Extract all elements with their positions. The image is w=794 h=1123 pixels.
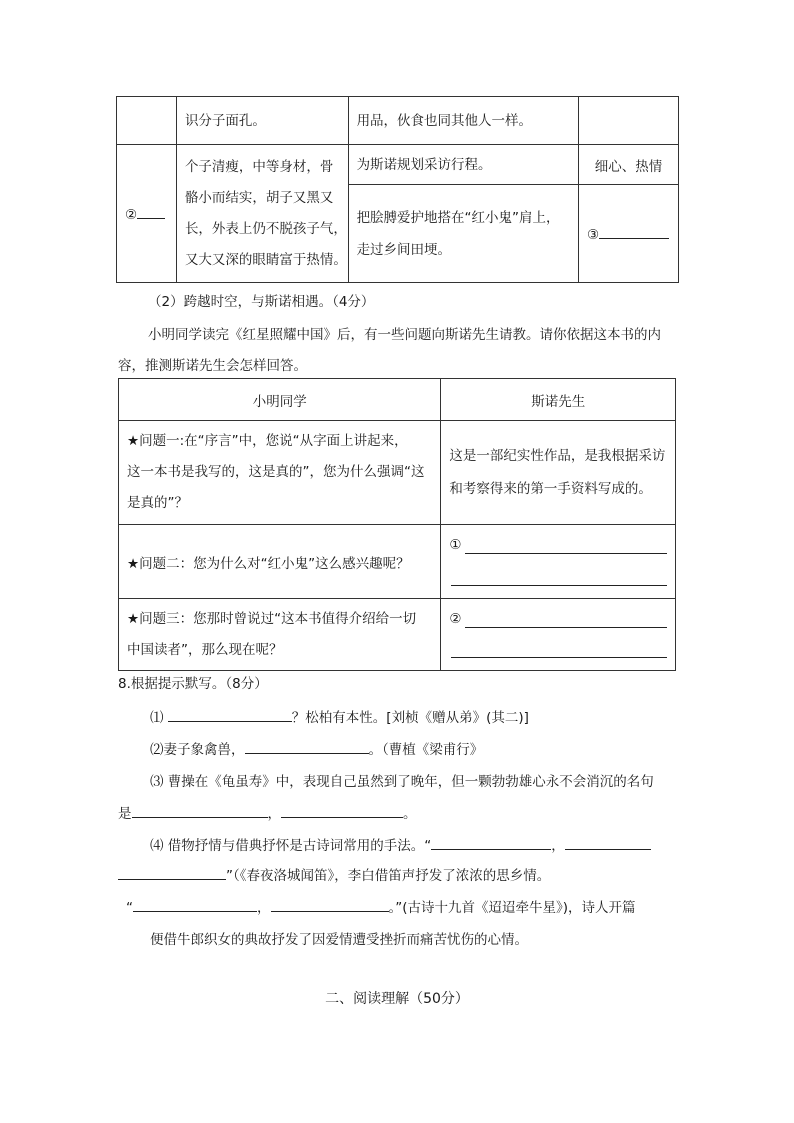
item-text: ”（《春夜洛城闻笛》，李白借笛声抒发了浓浓的思乡情。 (226, 868, 551, 884)
item-number: ⑴ (150, 710, 164, 726)
table2-row2-right (441, 525, 676, 599)
table2-header-left: 小明同学 (119, 379, 441, 421)
q8-item4-line4: 便借牛郎织女的典故抒发了因爱情遭受挫折而痛苦忧伤的心情。 (150, 932, 528, 948)
blank-2-line[interactable] (137, 204, 165, 219)
table2-row2-left: ★问题二：您为什么对“红小鬼”这么感兴趣呢？ (119, 525, 441, 599)
item-text: ⑵妻子象禽兽， (150, 742, 245, 758)
question-line: 是真的”？ (127, 495, 188, 511)
q2-intro-line1: 小明同学读完《红星照耀中国》后，有一些问题向斯诺先生请教。请你依据这本书的内 (148, 327, 661, 343)
answer-1-label: ① (449, 537, 462, 553)
q8-item4-blank-c[interactable] (118, 865, 226, 880)
q8-item3-line1: ⑶ 曹操在《龟虽寿》中，表现自己虽然到了晚年，但一颗勃勃雄心永不会消沉的名句 (150, 774, 654, 790)
item-text: 。”(古诗十九首《迢迢牵牛星》)，诗人开篇 (388, 900, 636, 916)
table2-header-right: 斯诺先生 (441, 379, 676, 421)
desc-line: 又大又深的眼睛富于热情。 (184, 251, 347, 268)
punct: 。 (403, 806, 417, 822)
table1-row3-col3 (348, 185, 578, 283)
question-line: ★问题一:在“序言”中，您说“从字面上讲起来， (127, 433, 408, 449)
q8-item1 (150, 706, 529, 726)
table-2 (118, 378, 676, 671)
q8-item4-line2 (118, 864, 550, 884)
q8-item2-blank[interactable] (245, 739, 369, 754)
question-line: 这一本书是我写的，这是真的”，您为什么强调“这 (127, 464, 425, 480)
q8-item3-blank-a[interactable] (132, 803, 268, 818)
question-line: 中国读者”，那么现在呢？ (127, 641, 283, 658)
table1-row1-col3: 用品，伙食也同其他人一样。 (348, 97, 578, 145)
punct: ， (267, 806, 281, 822)
item-text: 。（曹植《梁甫行》 (368, 742, 484, 758)
q8-item4-blank-b[interactable] (565, 835, 651, 850)
desc-line: 把脍膊爱护地搭在“红小鬼”肩上， (356, 209, 560, 226)
answer-2-line-a[interactable] (465, 627, 667, 628)
table-1 (116, 96, 679, 283)
table1-row1-col4 (579, 97, 679, 145)
table1-row2-col2 (176, 145, 348, 283)
blank-3-line[interactable] (599, 224, 669, 239)
q8-item4-line1 (150, 834, 651, 854)
answer-1-line-b[interactable] (451, 585, 667, 586)
desc-line: 个子清瘦，中等身材，骨 (184, 158, 334, 175)
q2-heading: （2）跨越时空，与斯诺相遇。（4分） (148, 294, 375, 310)
table1-row1-col1 (117, 97, 177, 145)
question-line: ★问题三：您那时曾说过“这本书值得介绍给一切 (127, 610, 417, 627)
q8-heading: 8.根据提示默写。（8分） (118, 676, 268, 692)
table1-row2-col3: 为斯诺规划采访行程。 (348, 145, 578, 185)
answer-line: 和考察得来的第一手资料写成的。 (449, 480, 652, 497)
answer-2-line-b[interactable] (451, 657, 667, 658)
table2-row3-right (441, 599, 676, 671)
answer-1-line-a[interactable] (465, 553, 667, 554)
q8-item3-blank-b[interactable] (281, 803, 403, 818)
table1-row2-col1 (117, 145, 177, 283)
desc-line: 走过乡间田埂。 (356, 241, 452, 258)
item-text: ？松柏有本性。[刘桢《赠从弟》(其二)] (291, 710, 529, 726)
table2-row1-right (441, 421, 676, 525)
answer-2-label: ② (449, 611, 462, 627)
table2-row1-left (119, 421, 441, 525)
q8-item4-line3 (126, 896, 636, 916)
q8-item4-blank-e[interactable] (271, 897, 389, 912)
blank-3-label: ③ (587, 227, 600, 243)
table1-row1-col2: 识分子面孔。 (176, 97, 348, 145)
item-text: 是 (118, 806, 132, 822)
punct: ， (257, 900, 271, 916)
q8-item2 (150, 738, 483, 758)
section-2-title: 二、阅读理解（50分） (325, 991, 469, 1007)
desc-line: 长，外表上仍不脱孩子气， (184, 220, 347, 237)
q2-intro-line2: 容，推测斯诺先生会怎样回答。 (118, 358, 307, 374)
answer-line: 这是一部纪实性作品，是我根据采访 (449, 447, 666, 464)
table1-row2-col4: 细心、热情 (579, 145, 679, 185)
punct: ， (551, 838, 565, 854)
table2-row3-left (119, 599, 441, 671)
q8-item3-line2 (118, 802, 417, 822)
table1-row3-col4 (579, 185, 679, 283)
item-text: ⑷ 借物抒情与借典抒怀是古诗词常用的手法。“ (150, 838, 432, 854)
desc-line: 骼小而结实，胡子又黑又 (184, 189, 334, 206)
q8-item4-blank-a[interactable] (431, 835, 551, 850)
punct: “ (126, 900, 133, 916)
q8-item4-blank-d[interactable] (133, 897, 257, 912)
q8-item1-blank[interactable] (168, 707, 292, 722)
blank-2-label: ② (125, 207, 138, 223)
